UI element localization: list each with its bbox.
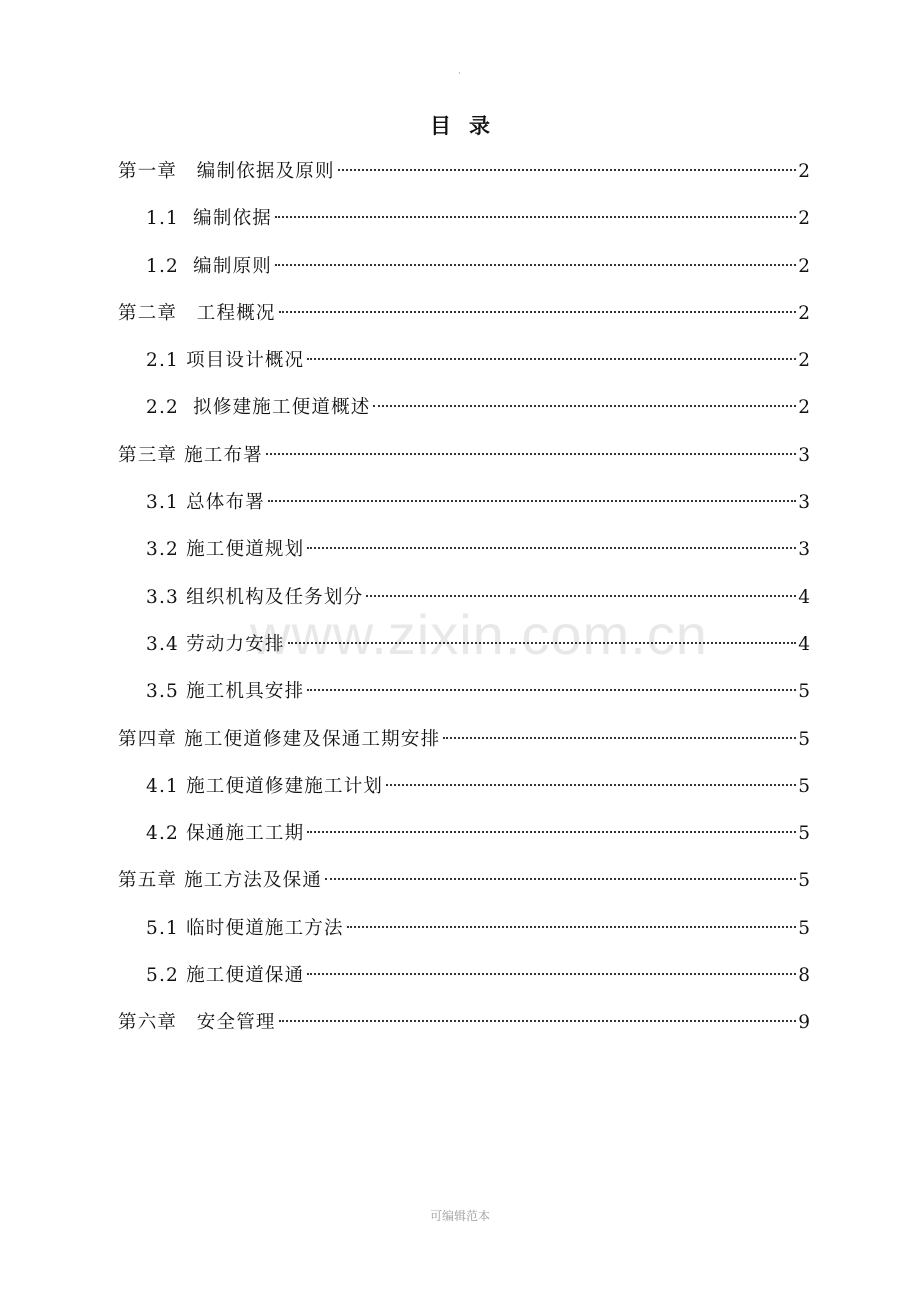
toc-entry-label: 3.3 组织机构及任务划分 [146,586,364,608]
watermark: www.zixin.com.cn [250,603,708,666]
toc-section-entry[interactable] [118,536,810,583]
toc-entry-label: 第六章 安全管理 [118,1012,276,1034]
toc-page-number: 3 [798,539,810,561]
toc-page-number: 4 [798,586,810,608]
toc-entry-label: 3.1 总体布署 [146,492,265,514]
toc-page-number: 2 [798,350,810,372]
toc-chapter-entry[interactable] [118,300,810,347]
toc-dot-leader [266,453,796,455]
toc-entry-label: 2.1 项目设计概况 [146,350,305,372]
toc-page-number: 2 [798,208,810,230]
toc-dot-leader [275,264,796,266]
toc-dot-leader [307,358,796,360]
toc-page-number: 2 [798,302,810,324]
toc-page-number: 5 [798,775,810,797]
toc-chapter-entry[interactable] [118,158,810,205]
toc-page-number: 2 [798,255,810,277]
toc-dot-leader [279,311,797,313]
table-of-contents [118,158,810,1057]
toc-page-number: 5 [798,870,810,892]
toc-page-number: 5 [798,728,810,750]
toc-dot-leader [373,405,796,407]
toc-dot-leader [366,595,796,597]
toc-entry-label: 3.5 施工机具安排 [146,681,305,703]
toc-page-number: 3 [798,444,810,466]
page-title [0,113,920,139]
page-footer: 可编辑范本 [429,1209,490,1223]
toc-entry-label: 4.1 施工便道修建施工计划 [146,775,384,797]
toc-entry-label: 5.1 临时便道施工方法 [146,917,344,939]
toc-section-entry[interactable] [118,962,810,1009]
toc-entry-label: 第四章 施工便道修建及保通工期安排 [118,728,441,750]
toc-section-entry[interactable] [118,678,810,725]
toc-section-entry[interactable] [118,394,810,441]
toc-entry-label: 2.2 拟修建施工便道概述 [146,397,371,419]
toc-page-number: 4 [798,633,810,655]
toc-section-entry[interactable] [118,584,810,631]
toc-dot-leader [275,216,796,218]
toc-dot-leader [288,642,797,644]
toc-page-number: 8 [798,965,810,987]
toc-entry-label: 1.1 编制依据 [146,208,272,230]
toc-chapter-entry[interactable] [118,1009,810,1056]
toc-dot-leader [443,737,796,739]
toc-chapter-entry[interactable] [118,867,810,914]
toc-section-entry[interactable] [118,820,810,867]
toc-dot-leader [325,878,796,880]
toc-dot-leader [338,169,797,171]
toc-entry-label: 5.2 施工便道保通 [146,965,305,987]
toc-entry-label: 1.2 编制原则 [146,255,272,277]
toc-dot-leader [307,689,796,691]
toc-section-entry[interactable] [118,347,810,394]
toc-dot-leader [268,500,796,502]
toc-page-number: 5 [798,917,810,939]
toc-dot-leader [386,784,796,786]
page-top-mark: · [458,69,461,79]
toc-page-number: 5 [798,681,810,703]
toc-dot-leader [307,831,796,833]
page-title-part-1: 目 [430,113,451,138]
toc-entry-label: 3.4 劳动力安排 [146,633,285,655]
toc-entry-label: 第一章 编制依据及原则 [118,161,335,182]
toc-section-entry[interactable] [118,631,810,678]
toc-chapter-entry[interactable] [118,726,810,773]
toc-dot-leader [307,973,796,975]
toc-entry-label: 第三章 施工布署 [118,444,263,466]
toc-dot-leader [307,547,796,549]
toc-section-entry[interactable] [118,205,810,252]
toc-section-entry[interactable] [118,915,810,962]
toc-entry-label: 第五章 施工方法及保通 [118,870,323,892]
toc-page-number: 9 [798,1012,810,1034]
toc-entry-label: 第二章 工程概况 [118,302,276,324]
toc-section-entry[interactable] [118,489,810,536]
toc-entry-label: 4.2 保通施工工期 [146,823,305,845]
page-title-part-2: 录 [469,113,490,138]
toc-page-number: 5 [798,823,810,845]
toc-section-entry[interactable] [118,253,810,300]
toc-section-entry[interactable] [118,773,810,820]
toc-page-number: 2 [798,161,810,182]
toc-dot-leader [279,1020,797,1022]
toc-page-number: 3 [798,492,810,514]
toc-page-number: 2 [798,397,810,419]
toc-chapter-entry[interactable] [118,442,810,489]
toc-dot-leader [347,926,797,928]
toc-entry-label: 3.2 施工便道规划 [146,539,305,561]
